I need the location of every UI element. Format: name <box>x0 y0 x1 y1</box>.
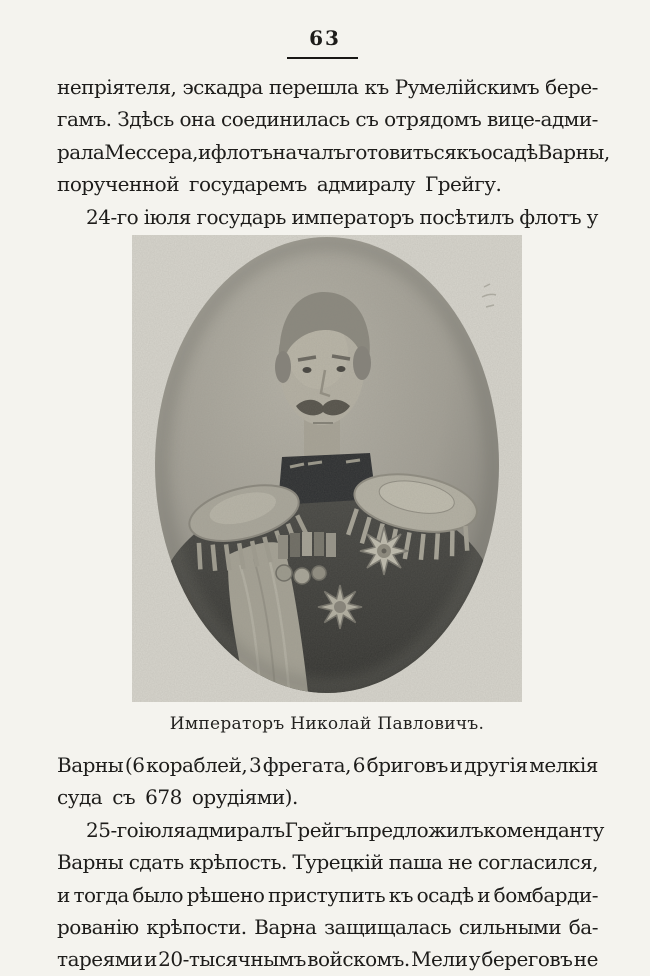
word: Мели <box>411 947 468 972</box>
text-line <box>57 201 598 233</box>
word: осадѣ <box>416 882 474 907</box>
word: Варны <box>57 850 124 875</box>
word: непріятеля, <box>57 75 177 99</box>
word: другія <box>464 753 528 777</box>
word: рала <box>57 139 105 164</box>
word: 25-го <box>86 817 139 842</box>
word: вице-адми- <box>487 107 598 132</box>
word: съ <box>355 107 379 132</box>
word: 6 <box>352 753 365 777</box>
word: 20-тысячнымъ <box>158 947 306 972</box>
word: паша <box>388 850 443 875</box>
word: и <box>477 882 491 907</box>
word: Здѣсь <box>117 107 174 132</box>
text-line <box>57 781 598 813</box>
word: перешла <box>268 75 359 99</box>
word: она <box>179 107 216 132</box>
word: и <box>143 947 157 972</box>
portrait-figure <box>132 235 522 734</box>
text-line <box>57 136 610 168</box>
word: у <box>468 947 481 972</box>
text-line <box>57 879 598 911</box>
word: тогда <box>73 882 129 907</box>
word: приступить <box>268 882 386 907</box>
word: крѣпость. <box>189 850 287 875</box>
word: рѣшено <box>186 882 265 907</box>
word: 24-го <box>86 204 139 229</box>
word: Варны <box>57 753 124 777</box>
word: Варны, <box>537 139 610 164</box>
word: фрегата, <box>262 753 351 777</box>
text-line <box>57 846 598 878</box>
text-line <box>57 943 598 975</box>
word: и <box>57 882 70 907</box>
word: у <box>586 204 598 229</box>
text-line <box>57 103 598 135</box>
text-line <box>57 168 598 200</box>
word: коменданту <box>483 817 604 842</box>
word: къ <box>456 139 481 164</box>
word: береговъ <box>481 947 573 972</box>
word: императоръ <box>291 204 414 229</box>
word: къ <box>388 882 413 907</box>
word: ба- <box>568 914 598 939</box>
word: отрядомъ <box>384 107 482 132</box>
word: адмиралъ <box>185 817 285 842</box>
word: 3 <box>248 753 262 777</box>
word: готовиться <box>345 139 457 164</box>
word: посѣтилъ <box>419 204 514 229</box>
word: тареями <box>57 947 143 972</box>
word: Грейгу. <box>425 172 502 197</box>
word: государемъ <box>189 172 307 197</box>
word: гамъ. <box>57 107 112 132</box>
word: Турецкій <box>292 850 384 875</box>
portrait-caption: Императоръ Николай Павловичъ. <box>169 714 485 734</box>
word: Варна <box>254 914 317 939</box>
halftone-grain <box>132 235 522 702</box>
word: Грейгъ <box>284 817 357 842</box>
word: согласился, <box>477 850 598 875</box>
word: іюля <box>138 817 186 842</box>
word: флотъ <box>519 204 582 229</box>
word: войскомъ. <box>307 947 410 972</box>
word: государь <box>196 204 286 229</box>
word: было <box>132 882 184 907</box>
word: эскадра <box>182 75 263 99</box>
text-line <box>57 71 598 103</box>
word: бриговъ <box>366 753 448 777</box>
word: предложилъ <box>356 817 484 842</box>
word: бере- <box>545 75 598 99</box>
page-number-rule <box>287 57 358 59</box>
word: сдать <box>128 850 184 875</box>
word: и <box>449 753 463 777</box>
word: началъ <box>272 139 346 164</box>
word: порученной <box>57 172 180 197</box>
word: защищалась <box>324 914 452 939</box>
word: къ <box>364 75 389 99</box>
word: съ <box>112 785 136 810</box>
paragraph-bottom <box>57 749 604 976</box>
word: и <box>198 139 211 164</box>
word: крѣпости. <box>146 914 247 939</box>
portrait-image <box>132 235 522 702</box>
paragraph-top <box>57 71 610 233</box>
word: Румелійскимъ <box>394 75 540 99</box>
word: Мессера, <box>104 139 198 164</box>
text-line <box>57 911 598 943</box>
word: мелкія <box>529 753 598 777</box>
word: не <box>448 850 473 875</box>
word: орудіями). <box>191 785 298 810</box>
word: (6 <box>124 753 145 777</box>
page-number: 63 <box>309 26 341 50</box>
word: осадѣ <box>480 139 538 164</box>
word: сильными <box>458 914 562 939</box>
word: іюля <box>143 204 191 229</box>
word: флотъ <box>210 139 273 164</box>
word: соединилась <box>221 107 350 132</box>
text-line <box>57 814 604 846</box>
word: кораблей, <box>146 753 248 777</box>
word: 678 <box>145 785 182 810</box>
word: адмиралу <box>316 172 416 197</box>
text-line <box>57 749 598 781</box>
word: бомбарди- <box>493 882 598 907</box>
word: не <box>573 947 598 972</box>
word: суда <box>57 785 103 810</box>
word: рованію <box>57 914 139 939</box>
